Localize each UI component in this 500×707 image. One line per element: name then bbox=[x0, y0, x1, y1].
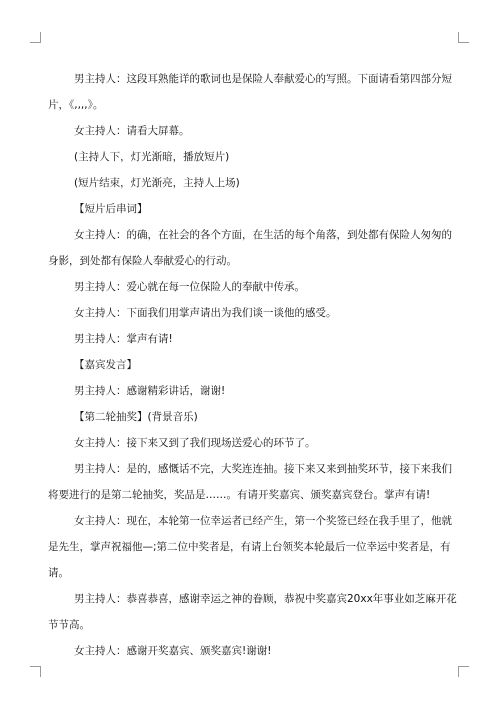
crop-mark-top-left bbox=[30, 32, 41, 43]
paragraph: 女主持人：接下来又到了我们现场送爱心的环节了。 bbox=[74, 437, 316, 449]
paragraph: 男主持人：感谢精彩讲话，谢谢! bbox=[74, 385, 226, 397]
paragraph: 女主持人：的确，在社会的各个方面，在生活的每个角落，到处都有保险人匆匆的身影，到处都有保险人奉献爱心的行动。 bbox=[48, 229, 452, 267]
section-heading: 【第二轮抽奖】(背景音乐) bbox=[74, 411, 198, 423]
paragraph: 男主持人：恭喜恭喜，感谢幸运之神的眷顾，恭祝中奖嘉宾20xx年事业如芝麻开花节节高。 bbox=[48, 593, 457, 631]
paragraph: 男主持人：这段耳熟能详的歌词也是保险人奉献爱心的写照。下面请看第四部分短片，《,,,,》。 bbox=[48, 73, 452, 111]
paragraph: 女主持人：请看大屏幕。 bbox=[74, 125, 190, 137]
paragraph: 男主持人：是的，感慨话不完，大奖连连抽。接下来又来到抽奖环节，接下来我们将要进行的是第二轮抽奖，奖品是……。有请开奖嘉宾、颁奖嘉宾登台。掌声有请! bbox=[48, 463, 452, 501]
paragraph: 女主持人：下面我们用掌声请出为我们谈一谈他的感受。 bbox=[74, 307, 337, 319]
paragraph: 女主持人：现在，本轮第一位幸运者已经产生，第一个奖签已经在我手里了，他就是先生，掌声祝福他—;第二位中奖者是，有请上台领奖本轮最后一位幸运中奖者是，有请。 bbox=[48, 515, 452, 579]
paragraph: 男主持人：爱心就在每一位保险人的奉献中传承。 bbox=[74, 281, 305, 293]
paragraph: 女主持人：感谢开奖嘉宾、颁奖嘉宾!谢谢! bbox=[74, 645, 272, 657]
section-heading: 【短片后串词】 bbox=[74, 203, 148, 215]
paragraph: 男主持人：掌声有请! bbox=[74, 333, 173, 345]
section-heading: 【嘉宾发言】 bbox=[74, 359, 137, 371]
stage-direction: (短片结束，灯光渐亮，主持人上场) bbox=[74, 177, 240, 189]
crop-mark-bottom-right bbox=[458, 666, 469, 677]
crop-mark-top-right bbox=[458, 32, 469, 43]
document-body bbox=[48, 66, 458, 664]
stage-direction: (主持人下，灯光渐暗，播放短片) bbox=[74, 151, 230, 163]
crop-mark-bottom-left bbox=[30, 666, 41, 677]
